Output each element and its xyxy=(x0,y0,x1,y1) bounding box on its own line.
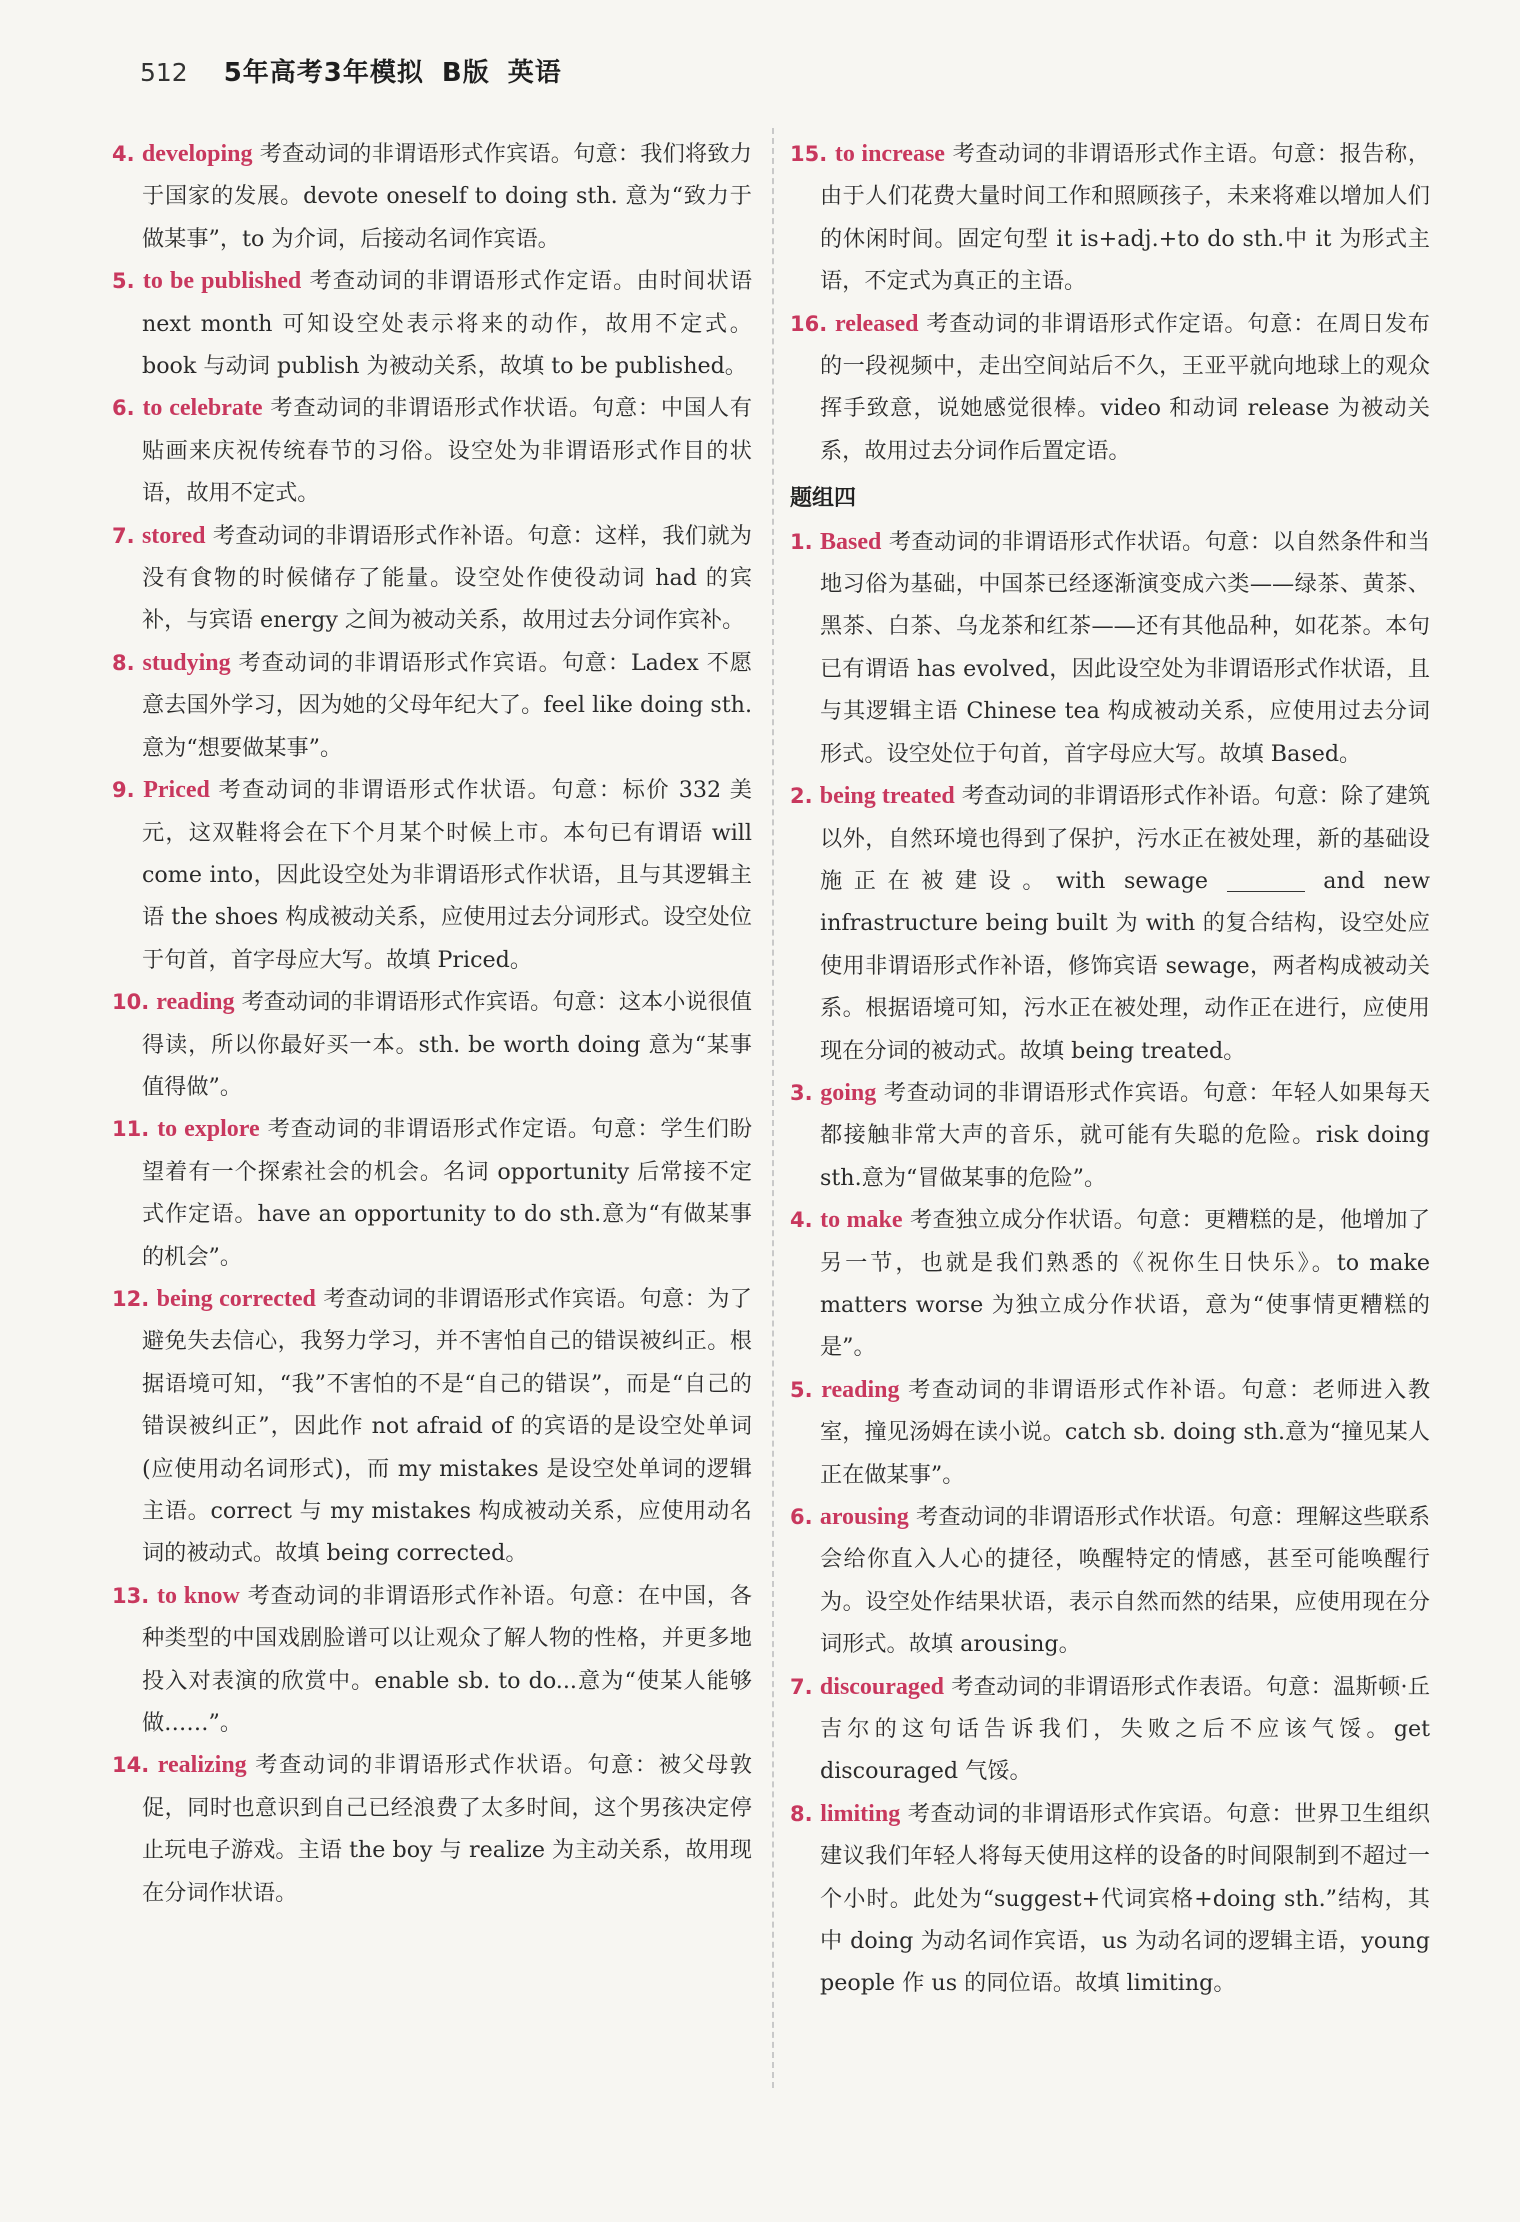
item-number: 15. xyxy=(790,142,828,166)
answer-key: being treated xyxy=(819,783,955,810)
page-number: 512 xyxy=(140,58,188,87)
group4-item-8 xyxy=(790,1793,1430,2005)
explanation: 考查动词的非谓语形式作定语。句意：学生们盼望着有一个探索社会的机会。名词 opportunity 后常接不定式作定语。have an opportunity to do sth.意为“有做某事的机会”。 xyxy=(142,1116,752,1270)
answer-key: released xyxy=(835,310,919,337)
explanation: 考查动词的非谓语形式作主语。句意：报告称，由于人们花费大量时间工作和照顾孩子，未来将难以增加人们的休闲时间。固定句型 it is+adj.+to do sth.中 it 为形式主语，不定式为真正的主语。 xyxy=(820,141,1431,295)
column-divider xyxy=(772,128,774,2088)
answer-key: to increase xyxy=(834,141,945,167)
item-number: 6. xyxy=(790,1505,813,1529)
answer-item-7 xyxy=(112,515,752,642)
answer-item-15 xyxy=(790,133,1430,303)
fill-blank xyxy=(1227,867,1305,892)
answer-item-9 xyxy=(112,769,752,981)
group4-item-4 xyxy=(790,1199,1430,1369)
explanation: 考查动词的非谓语形式作状语。句意：理解这些联系会给你直入人心的捷径，唤醒特定的情感，甚至可能唤醒行为。设空处作结果状语，表示自然而然的结果，应使用现在分词形式。故填 arousing。 xyxy=(820,1504,1431,1658)
group4-item-1 xyxy=(790,521,1430,775)
answer-key: discouraged xyxy=(819,1673,944,1700)
group-title: 题组四 xyxy=(790,486,857,512)
answer-key: being corrected xyxy=(156,1285,316,1312)
right-column xyxy=(790,133,1430,2005)
book-title-edition: B版 xyxy=(441,58,490,88)
answer-key: realizing xyxy=(157,1752,247,1779)
explanation: 考查动词的非谓语形式作宾语。句意：这本小说很值得读，所以你最好买一本。sth. be worth doing 意为“某事值得做”。 xyxy=(142,989,752,1100)
group4-item-6 xyxy=(790,1496,1430,1666)
answer-key: going xyxy=(820,1079,877,1106)
book-title xyxy=(224,52,562,89)
item-number: 14. xyxy=(112,1753,150,1778)
item-number: 8. xyxy=(112,650,135,675)
explanation: 考查动词的非谓语形式作定语。句意：在周日发布的一段视频中，走出空间站后不久，王亚平就向地球上的观众挥手致意，说她感觉很棒。video 和动词 release 为被动关系，故用过去分词作后置定语。 xyxy=(820,310,1430,464)
explanation: 考查动词的非谓语形式作宾语。句意：我们将致力于国家的发展。devote oneself to doing sth. 意为“致力于做某事”，to 为介词，后接动名词作宾语。 xyxy=(142,141,752,252)
answer-item-4 xyxy=(112,133,752,260)
explanation: 考查动词的非谓语形式作补语。句意：这样，我们就为没有食物的时候储存了能量。设空处作使役动词 had 的宾补，与宾语 energy 之间为被动关系，故用过去分词作宾补。 xyxy=(142,522,752,634)
answer-key: limiting xyxy=(820,1800,901,1827)
item-number: 9. xyxy=(112,778,135,803)
explanation: 考查动词的非谓语形式作状语。句意：被父母敦促，同时也意识到自己已经浪费了太多时间，这个男孩决定停止玩电子游戏。主语 the boy 与 realize 为主动关系，故用现在分词作状语。 xyxy=(142,1752,752,1906)
answer-item-10 xyxy=(112,981,752,1108)
answer-item-11 xyxy=(112,1108,752,1278)
answer-key: to know xyxy=(157,1582,240,1609)
book-title-subject: 英语 xyxy=(507,58,562,88)
answer-key: reading xyxy=(156,989,235,1016)
answer-key: stored xyxy=(141,522,206,549)
explanation: 考查动词的非谓语形式作宾语。句意：年轻人如果每天都接触非常大声的音乐，就可能有失聪的危险。risk doing sth.意为“冒做某事的危险”。 xyxy=(820,1079,1431,1191)
group4-item-5 xyxy=(790,1369,1430,1496)
item-number: 4. xyxy=(112,142,135,166)
explanation: 考查动词的非谓语形式作状语。句意：以自然条件和当地习俗为基础，中国茶已经逐渐演变成六类——绿茶、黄茶、黑茶、白茶、乌龙茶和红茶——还有其他品种，如花茶。本句已有谓语 has evolved，因此设空处为非谓语形式作状语，且与其逻辑主语 Chinese tea 构成被动关系，应使用过去分词形式。设空处位于句首，首字母应大写。故填 Based。 xyxy=(820,528,1430,767)
item-number: 16. xyxy=(790,311,828,336)
answer-key: studying xyxy=(142,649,231,676)
answer-key: arousing xyxy=(819,1504,909,1530)
explanation: 考查动词的非谓语形式作宾语。句意：Ladex 不愿意去国外学习，因为她的父母年纪大了。feel like doing sth.意为“想要做某事”。 xyxy=(142,649,752,761)
item-number: 8. xyxy=(790,1801,813,1826)
explanation: 考查动词的非谓语形式作定语。由时间状语 next month 可知设空处表示将来的动作，故用不定式。book 与动词 publish 为被动关系，故填 to be published。 xyxy=(142,268,753,380)
explanation: 考查独立成分作状语。句意：更糟糕的是，他增加了另一节，也就是我们熟悉的《祝你生日快乐》。to make matters worse 为独立成分作状语，意为“使事情更糟糕的是”。 xyxy=(820,1207,1431,1361)
explanation: 考查动词的非谓语形式作状语。句意：中国人有贴画来庆祝传统春节的习俗。设空处为非谓语形式作目的状语，故用不定式。 xyxy=(142,395,753,507)
item-number: 10. xyxy=(112,990,150,1015)
answer-key: to be published xyxy=(142,268,302,295)
explanation: 考查动词的非谓语形式作状语。句意：标价 332 美元，这双鞋将会在下个月某个时候上市。本句已有谓语 will come into，因此设空处为非谓语形式作状语，且与其逻辑主语 the shoes 构成被动关系，应使用过去分词形式。设空处位于句首，首字母应大写。故填 Priced。 xyxy=(142,777,752,973)
answer-item-8 xyxy=(112,642,752,769)
explanation: 考查动词的非谓语形式作宾语。句意：为了避免失去信心，我努力学习，并不害怕自己的错误被纠正。根据语境可知，“我”不害怕的不是“自己的错误”，而是“自己的错误被纠正”，因此作 not afraid of 的宾语的是设空处单词(应使用动名词形式)，而 my mistakes 是设空处单词的逻辑主语。correct 与 my mistakes 构成被动关系，应使用动名词的被动式。故填 being corrected。 xyxy=(142,1285,752,1567)
group4-item-3 xyxy=(790,1072,1430,1199)
explanation: 考查动词的非谓语形式作补语。句意：在中国，各种类型的中国戏剧脸谱可以让观众了解人物的性格，并更多地投入对表演的欣赏中。enable sb. to do...意为“使某人能够做……”。 xyxy=(142,1582,752,1737)
explanation: 考查动词的非谓语形式作表语。句意：温斯顿·丘吉尔的这句话告诉我们，失败之后不应该气馁。get discouraged 气馁。 xyxy=(820,1673,1430,1785)
item-number: 5. xyxy=(790,1377,813,1402)
group4-item-2 xyxy=(790,775,1430,1072)
page-header xyxy=(140,52,562,89)
answer-item-13 xyxy=(112,1575,752,1745)
group4-item-7 xyxy=(790,1666,1430,1793)
explanation-continued: and new infrastructure being built 为 with 的复合结构，设空处应使用非谓语形式作补语，修饰宾语 sewage，两者构成被动关系。根据语境可知，污水正在被处理，动作正在进行，应使用现在分词的被动式。故填 being treated。 xyxy=(820,867,1431,1064)
item-number: 3. xyxy=(790,1080,813,1105)
answer-item-12 xyxy=(112,1278,752,1575)
left-column xyxy=(112,133,752,1914)
explanation: 考查动词的非谓语形式作补语。句意：除了建筑以外，自然环境也得到了保护，污水正在被处理，新的基础设施正在被建设。with sewage xyxy=(820,783,1431,894)
item-number: 11. xyxy=(112,1117,150,1142)
explanation: 考查动词的非谓语形式作补语。句意：老师进入教室，撞见汤姆在读小说。catch sb. doing sth.意为“撞见某人正在做某事”。 xyxy=(820,1376,1431,1488)
book-title-main: 5年高考3年模拟 xyxy=(223,58,424,88)
answer-key: to explore xyxy=(157,1116,260,1143)
answer-key: to make xyxy=(820,1207,903,1234)
explanation: 考查动词的非谓语形式作宾语。句意：世界卫生组织建议我们年轻人将每天使用这样的设备的时间限制到不超过一个小时。此处为“suggest+代词宾格+doing sth.”结构，其中 doing 为动名词作宾语，us 为动名词的逻辑主语，young people 作 us 的同位语。故填 limiting。 xyxy=(820,1800,1430,1997)
answer-item-5 xyxy=(112,260,752,387)
answer-key: to celebrate xyxy=(142,395,263,422)
answer-item-6 xyxy=(112,387,752,514)
answer-key: Priced xyxy=(143,777,210,804)
item-number: 5. xyxy=(112,269,135,294)
answer-item-16 xyxy=(790,303,1430,473)
item-number: 2. xyxy=(790,784,813,809)
answer-key: developing xyxy=(141,141,253,167)
answer-key: Based xyxy=(820,528,882,555)
item-number: 6. xyxy=(112,396,135,421)
item-number: 4. xyxy=(790,1208,813,1233)
item-number: 1. xyxy=(790,529,813,554)
item-number: 7. xyxy=(790,1674,813,1699)
item-number: 13. xyxy=(112,1583,150,1608)
answer-key: reading xyxy=(821,1376,900,1403)
item-number: 12. xyxy=(112,1286,150,1311)
answer-item-14 xyxy=(112,1744,752,1914)
item-number: 7. xyxy=(112,523,135,548)
